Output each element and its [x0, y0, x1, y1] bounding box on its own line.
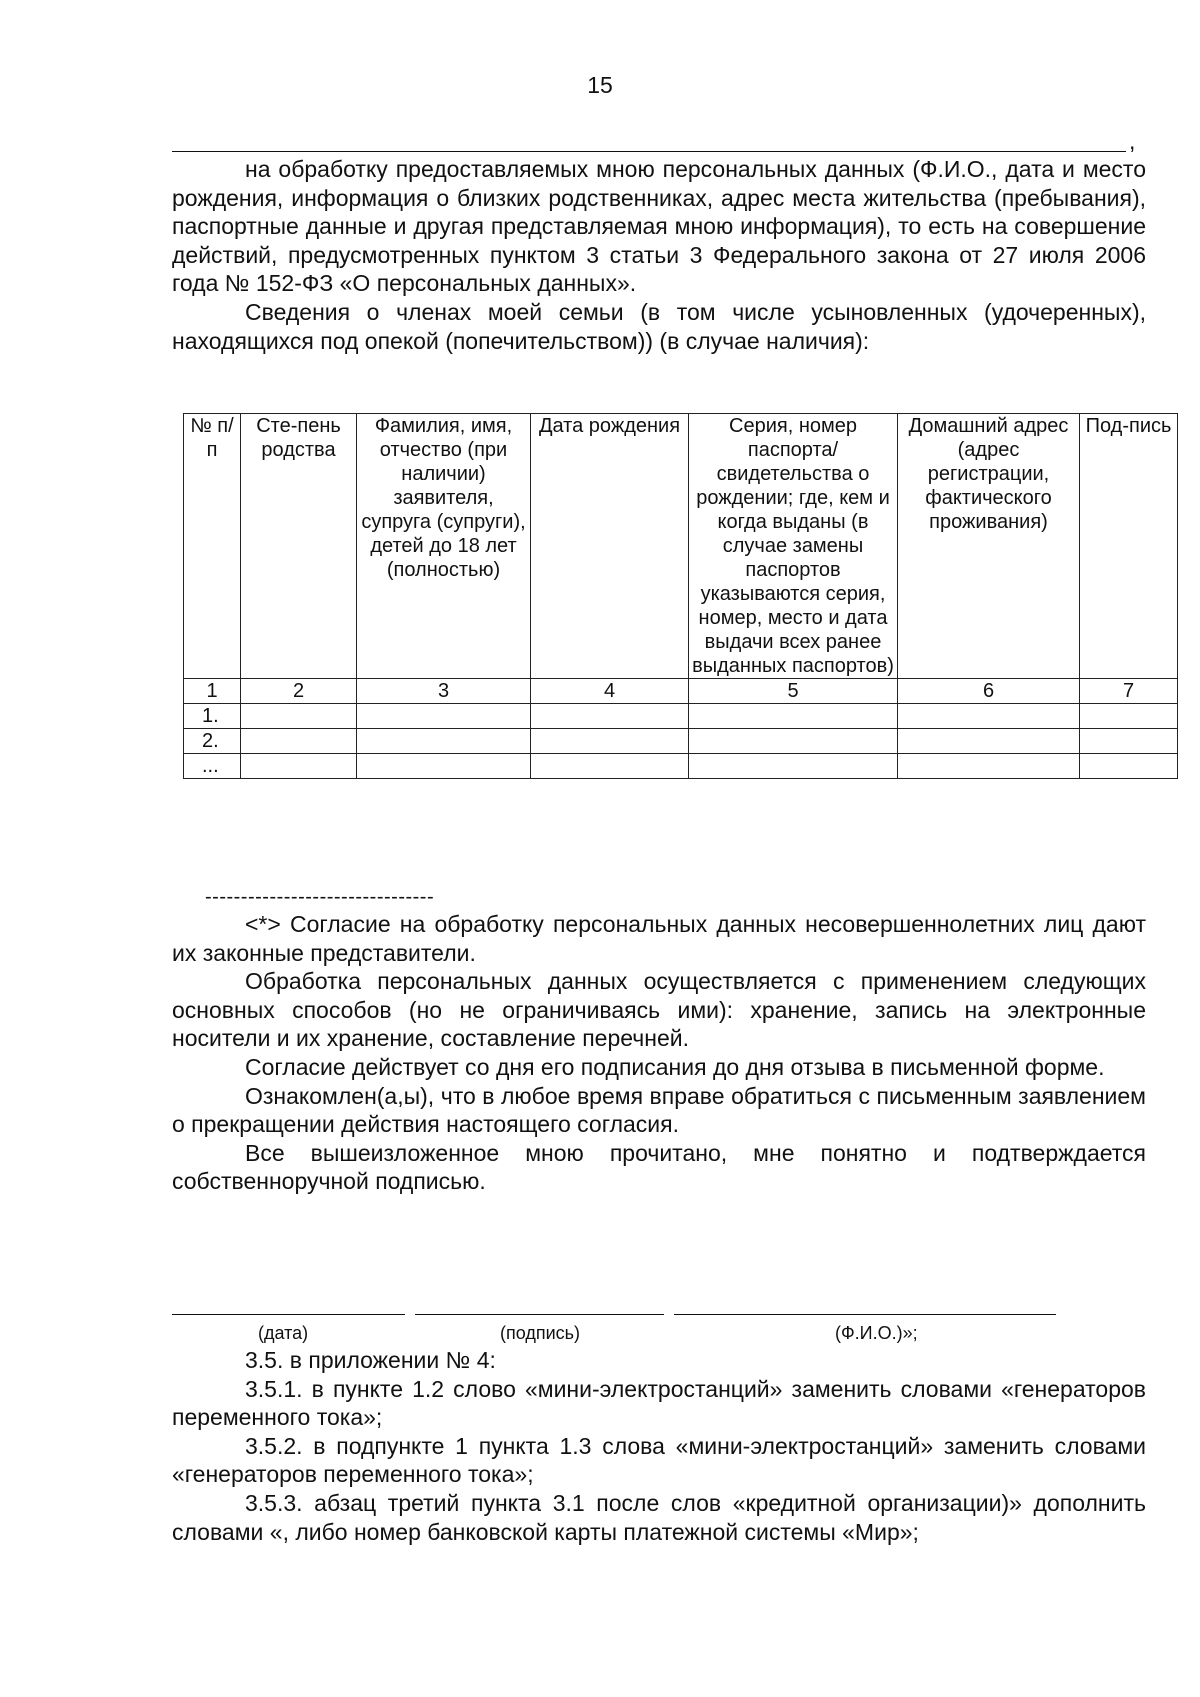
footnote-text-block [172, 910, 1146, 1196]
page-number: 15 [587, 72, 613, 98]
blank-line [172, 151, 1126, 152]
column-number: 4 [531, 679, 689, 704]
table-cell [1080, 704, 1178, 729]
table-cell [689, 704, 898, 729]
paragraph-revocation: Ознакомлен(а,ы), что в любое время вправе обратиться с письменным заявлением о прекращении действия настоящего согласия. [172, 1082, 1146, 1138]
table-cell [357, 729, 531, 754]
paragraph-3-5: 3.5. в приложении № 4: [245, 1347, 496, 1373]
table-cell [241, 729, 357, 754]
column-number: 7 [1080, 679, 1178, 704]
paragraph-3-5-3: 3.5.3. абзац третий пункта 3.1 после слов «кредитной организации)» дополнить словами «, либо номер банковской карты платежной системы «Мир»; [172, 1489, 1146, 1545]
name-line-comma: , [1129, 128, 1136, 154]
consent-text-block [172, 155, 1146, 355]
paragraph-consent-intro: на обработку предоставляемых мною персональных данных (Ф.И.О., дата и место рождения, информация о близких родственниках, адрес места жительства (пребывания), паспортные данные и другая представляемая мною информация), то есть на совершение действий, предусмотренных пунктом 3 статьи 3 Федерального закона от 27 июля 2006 года № 152-ФЗ «О персональных данных». [172, 156, 1146, 297]
column-number-row [184, 679, 1178, 704]
column-number: 2 [241, 679, 357, 704]
row-label: 1. [184, 704, 241, 729]
row-label: 2. [184, 729, 241, 754]
paragraph-validity: Согласие действует со дня его подписания до дня отзыва в письменной форме. [245, 1053, 1105, 1080]
table-cell [1080, 729, 1178, 754]
table-cell [357, 704, 531, 729]
table-cell [898, 729, 1080, 754]
full-name-caption: (Ф.И.О.)»; [835, 1323, 918, 1343]
full-name-line [674, 1314, 1056, 1315]
header-full-name: Фамилия, имя, отчество (при наличии) заявителя, супруга (супруги), детей до 18 лет (полностью) [357, 414, 531, 679]
table-row [184, 704, 1178, 729]
paragraph-processing: Обработка персональных данных осуществляется с применением следующих основных способов (но не ограничиваясь ими): хранение, запись на электронные носители и их хранение, составление перечней. [172, 968, 1146, 1052]
header-relation: Сте-пень родства [241, 414, 357, 679]
header-passport: Серия, номер паспорта/ свидетельства о рождении; где, кем и когда выданы (в случае замены паспортов указываются серия, номер, место и дата выдачи всех ранее выданных паспортов) [689, 414, 898, 679]
amendments-text-block [172, 1346, 1146, 1546]
column-number: 3 [357, 679, 531, 704]
table-cell [1080, 754, 1178, 779]
signature-line [415, 1314, 664, 1315]
table-cell [531, 754, 689, 779]
table-cell [241, 754, 357, 779]
column-number: 6 [898, 679, 1080, 704]
table-cell [531, 704, 689, 729]
paragraph-3-5-2: 3.5.2. в подпункте 1 пункта 1.3 слова «мини-электростанций» заменить словами «генераторов переменного тока»; [172, 1432, 1146, 1488]
header-signature: Под-пись [1080, 414, 1178, 679]
signature-block [172, 1296, 1072, 1343]
column-number: 5 [689, 679, 898, 704]
footnote-separator: -------------------------------- [205, 886, 435, 908]
table-header-row [184, 414, 1178, 679]
table-cell [898, 704, 1080, 729]
row-label: ... [184, 754, 241, 779]
table-row [184, 729, 1178, 754]
table-cell [689, 754, 898, 779]
applicant-name-line [172, 127, 1146, 157]
table-row [184, 754, 1178, 779]
paragraph-footnote: <*> Согласие на обработку персональных данных несовершеннолетних лиц дают их законные представители. [172, 911, 1146, 966]
paragraph-3-5-1: 3.5.1. в пункте 1.2 слово «мини-электростанций» заменить словами «генераторов переменного тока»; [172, 1375, 1146, 1431]
table-cell [531, 729, 689, 754]
paragraph-family-info: Сведения о членах моей семьи (в том числе усыновленных (удочеренных), находящихся под опекой (попечительством)) (в случае наличия): [172, 298, 1146, 354]
table-cell [898, 754, 1080, 779]
column-number: 1 [184, 679, 241, 704]
header-number: № п/п [184, 414, 241, 679]
table-cell [689, 729, 898, 754]
header-birth-date: Дата рождения [531, 414, 689, 679]
signature-caption: (подпись) [500, 1323, 581, 1343]
table-cell [357, 754, 531, 779]
table-cell [241, 704, 357, 729]
family-members-table [183, 413, 1178, 779]
paragraph-confirmation: Все вышеизложенное мною прочитано, мне понятно и подтверждается собственноручной подписью. [172, 1139, 1146, 1195]
header-address: Домашний адрес (адрес регистрации, фактического проживания) [898, 414, 1080, 679]
date-line [172, 1314, 405, 1315]
date-caption: (дата) [258, 1323, 309, 1343]
